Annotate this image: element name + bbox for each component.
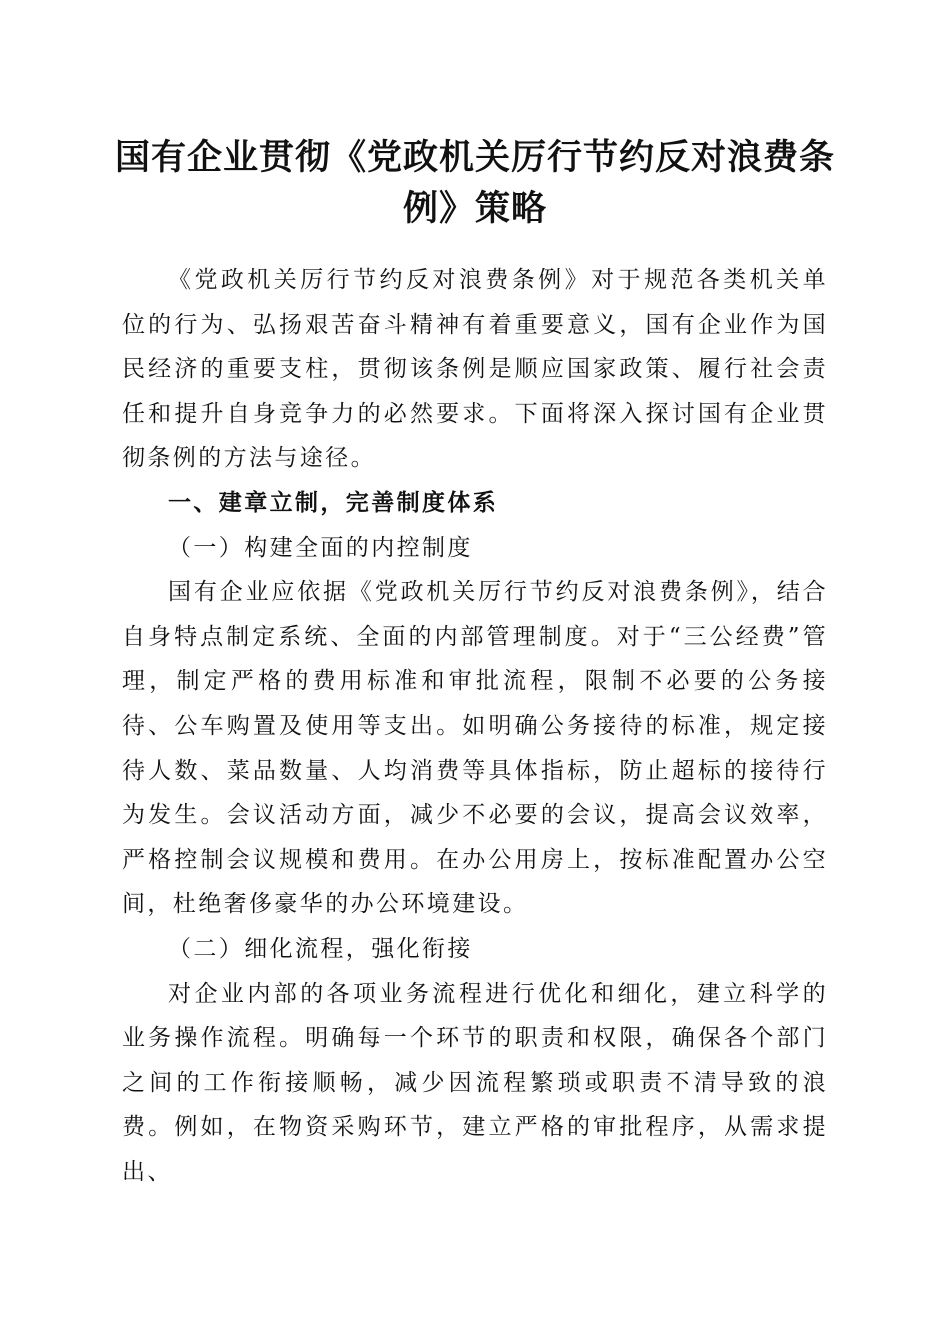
subsection-1-paragraph: 国有企业应依据《党政机关厉行节约反对浪费条例》，结合自身特点制定系统、全面的内部管理制度。对于“三公经费”管理，制定严格的费用标准和审批流程，限制不必要的公务接待、公车购置及使用等支出。如明确公务接待的标准，规定接待人数、菜品数量、人均消费等具体指标，防止超标的接待行为发生。会议活动方面，减少不必要的会议，提高会议效率，严格控制会议规模和费用。在办公用房上，按标准配置办公空间，杜绝奢侈豪华的办公环境建设。 (122, 579, 828, 918)
subsection-heading-2: （二）细化流程，强化衔接 (168, 935, 473, 962)
subsection-heading-1: （一）构建全面的内控制度 (168, 534, 473, 561)
section-heading-1: 一、建章立制，完善制度体系 (168, 489, 499, 516)
document-body (122, 258, 828, 1194)
subsection-2-paragraph: 对企业内部的各项业务流程进行优化和细化，建立科学的业务操作流程。明确每一个环节的职责和权限，确保各个部门之间的工作衔接顺畅，减少因流程繁琐或职责不清导致的浪费。例如，在物资采购环节，建立严格的审批程序，从需求提出、 (122, 980, 828, 1185)
document-title: 国有企业贯彻《党政机关厉行节约反对浪费条例》策略 (115, 137, 836, 229)
intro-paragraph: 《党政机关厉行节约反对浪费条例》对于规范各类机关单位的行为、弘扬艰苦奋斗精神有着重要意义，国有企业作为国民经济的重要支柱，贯彻该条例是顺应国家政策、履行社会责任和提升自身竞争力的必然要求。下面将深入探讨国有企业贯彻条例的方法与途径。 (122, 267, 828, 472)
